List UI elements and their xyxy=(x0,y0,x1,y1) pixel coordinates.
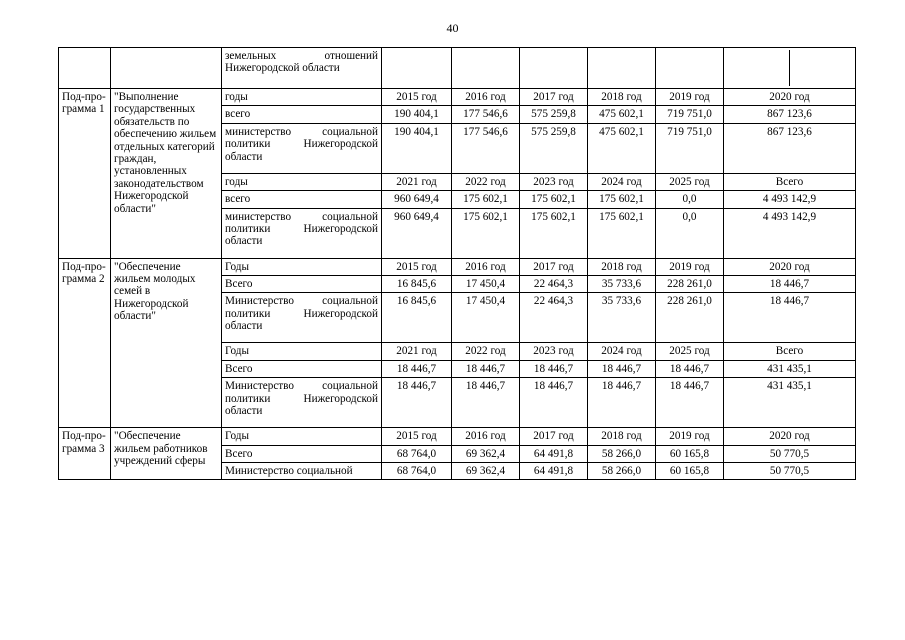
continuation-row xyxy=(59,48,856,89)
value-cell: 0,0 xyxy=(656,191,724,208)
row-label: Всего xyxy=(222,360,382,377)
row-label: всего xyxy=(222,191,382,208)
empty-cell xyxy=(520,48,588,89)
value-cell: 4 493 142,9 xyxy=(724,208,856,258)
years-label: годы xyxy=(222,173,382,190)
value-cell: 60 165,8 xyxy=(656,463,724,480)
value-cell: 18 446,7 xyxy=(520,360,588,377)
year-header-cell: 2016 год xyxy=(452,89,520,106)
year-header-cell: 2020 год xyxy=(724,258,856,275)
value-cell: 18 446,7 xyxy=(724,293,856,343)
subprogram-title: "Обеспечение жильем работников учреждений сферы xyxy=(111,428,222,480)
value-cell: 35 733,6 xyxy=(588,293,656,343)
year-header-cell: 2020 год xyxy=(724,89,856,106)
value-cell: 60 165,8 xyxy=(656,445,724,462)
row-label: Министерство социальной xyxy=(222,463,382,480)
value-cell: 575 259,8 xyxy=(520,123,588,173)
value-cell: 175 602,1 xyxy=(520,208,588,258)
value-cell: 58 266,0 xyxy=(588,463,656,480)
years-label: годы xyxy=(222,89,382,106)
year-header-cell: 2022 год xyxy=(452,343,520,360)
value-cell: 228 261,0 xyxy=(656,276,724,293)
value-cell: 68 764,0 xyxy=(382,463,452,480)
subprogram-title: "Выполнение государственных обязательств по обеспечению жильем отдельных категорий граждан, установленных законодательством Нижегородской области" xyxy=(111,89,222,259)
subprogram-label: Под-про-грамма 3 xyxy=(59,428,111,480)
row-label: министерство социальной политики Нижегородской области xyxy=(222,208,382,258)
value-cell: 17 450,4 xyxy=(452,276,520,293)
subprogram-label: Под-про-грамма 2 xyxy=(59,258,111,428)
year-header-cell: 2015 год xyxy=(382,89,452,106)
value-cell: 431 435,1 xyxy=(724,360,856,377)
year-header-cell: 2020 год xyxy=(724,428,856,445)
continuation-description: земельных отношений Нижегородской области xyxy=(222,48,382,89)
value-cell: 867 123,6 xyxy=(724,106,856,123)
year-header-cell: 2025 год xyxy=(656,173,724,190)
year-header-cell: Всего xyxy=(724,173,856,190)
value-cell: 18 446,7 xyxy=(588,378,656,428)
value-cell: 16 845,6 xyxy=(382,276,452,293)
row-label: Всего xyxy=(222,276,382,293)
years-label: Годы xyxy=(222,258,382,275)
empty-cell xyxy=(656,48,724,89)
row-label: министерство социальной политики Нижегородской области xyxy=(222,123,382,173)
value-cell: 50 770,5 xyxy=(724,445,856,462)
value-cell: 58 266,0 xyxy=(588,445,656,462)
value-cell: 190 404,1 xyxy=(382,106,452,123)
value-cell: 17 450,4 xyxy=(452,293,520,343)
years-header-row xyxy=(59,89,856,106)
value-cell: 0,0 xyxy=(656,208,724,258)
value-cell: 69 362,4 xyxy=(452,463,520,480)
value-cell: 22 464,3 xyxy=(520,276,588,293)
years-label: Годы xyxy=(222,428,382,445)
value-cell: 175 602,1 xyxy=(452,208,520,258)
value-cell: 18 446,7 xyxy=(382,378,452,428)
subprogram-title: "Обеспечение жильем молодых семей в Нижегородской области" xyxy=(111,258,222,428)
year-header-cell: 2023 год xyxy=(520,173,588,190)
year-header-cell: 2019 год xyxy=(656,428,724,445)
value-cell: 64 491,8 xyxy=(520,445,588,462)
year-header-cell: Всего xyxy=(724,343,856,360)
row-label: всего xyxy=(222,106,382,123)
empty-cell xyxy=(588,48,656,89)
value-cell: 177 546,6 xyxy=(452,123,520,173)
value-cell: 960 649,4 xyxy=(382,191,452,208)
year-header-cell: 2024 год xyxy=(588,173,656,190)
value-cell: 175 602,1 xyxy=(588,208,656,258)
value-cell: 18 446,7 xyxy=(452,378,520,428)
value-cell: 175 602,1 xyxy=(452,191,520,208)
year-header-cell: 2018 год xyxy=(588,258,656,275)
empty-label-cell xyxy=(59,48,111,89)
value-cell: 35 733,6 xyxy=(588,276,656,293)
year-header-cell: 2016 год xyxy=(452,258,520,275)
value-cell: 18 446,7 xyxy=(382,360,452,377)
year-header-cell: 2015 год xyxy=(382,428,452,445)
value-cell: 177 546,6 xyxy=(452,106,520,123)
value-cell: 475 602,1 xyxy=(588,123,656,173)
page-number: 40 xyxy=(446,21,459,35)
value-cell: 475 602,1 xyxy=(588,106,656,123)
value-cell: 50 770,5 xyxy=(724,463,856,480)
funding-table xyxy=(58,47,856,480)
year-header-cell: 2015 год xyxy=(382,258,452,275)
value-cell: 18 446,7 xyxy=(656,378,724,428)
subprogram-label: Под-про-грамма 1 xyxy=(59,89,111,259)
year-header-cell: 2017 год xyxy=(520,428,588,445)
year-header-cell: 2018 год xyxy=(588,428,656,445)
empty-split-cell xyxy=(724,48,856,89)
value-cell: 64 491,8 xyxy=(520,463,588,480)
value-cell: 18 446,7 xyxy=(452,360,520,377)
years-label: Годы xyxy=(222,343,382,360)
year-header-cell: 2023 год xyxy=(520,343,588,360)
value-cell: 719 751,0 xyxy=(656,123,724,173)
value-cell: 175 602,1 xyxy=(520,191,588,208)
value-cell: 960 649,4 xyxy=(382,208,452,258)
empty-title-cell xyxy=(111,48,222,89)
value-cell: 18 446,7 xyxy=(588,360,656,377)
value-cell: 575 259,8 xyxy=(520,106,588,123)
value-cell: 69 362,4 xyxy=(452,445,520,462)
value-cell: 16 845,6 xyxy=(382,293,452,343)
year-header-cell: 2017 год xyxy=(520,89,588,106)
value-cell: 431 435,1 xyxy=(724,378,856,428)
value-cell: 18 446,7 xyxy=(520,378,588,428)
year-header-cell: 2021 год xyxy=(382,343,452,360)
year-header-cell: 2019 год xyxy=(656,89,724,106)
value-cell: 867 123,6 xyxy=(724,123,856,173)
row-label: Министерство социальной политики Нижегородской области xyxy=(222,378,382,428)
year-header-cell: 2022 год xyxy=(452,173,520,190)
year-header-cell: 2018 год xyxy=(588,89,656,106)
empty-cell xyxy=(452,48,520,89)
year-header-cell: 2016 год xyxy=(452,428,520,445)
value-cell: 175 602,1 xyxy=(588,191,656,208)
year-header-cell: 2019 год xyxy=(656,258,724,275)
value-cell: 228 261,0 xyxy=(656,293,724,343)
value-cell: 190 404,1 xyxy=(382,123,452,173)
year-header-cell: 2021 год xyxy=(382,173,452,190)
value-cell: 18 446,7 xyxy=(724,276,856,293)
value-cell: 18 446,7 xyxy=(656,360,724,377)
year-header-cell: 2025 год xyxy=(656,343,724,360)
empty-cell xyxy=(382,48,452,89)
year-header-cell: 2017 год xyxy=(520,258,588,275)
years-header-row xyxy=(59,258,856,275)
year-header-cell: 2024 год xyxy=(588,343,656,360)
value-cell: 68 764,0 xyxy=(382,445,452,462)
value-cell: 719 751,0 xyxy=(656,106,724,123)
years-header-row xyxy=(59,428,856,445)
value-cell: 4 493 142,9 xyxy=(724,191,856,208)
row-label: Министерство социальной политики Нижегородской области xyxy=(222,293,382,343)
row-label: Всего xyxy=(222,445,382,462)
value-cell: 22 464,3 xyxy=(520,293,588,343)
